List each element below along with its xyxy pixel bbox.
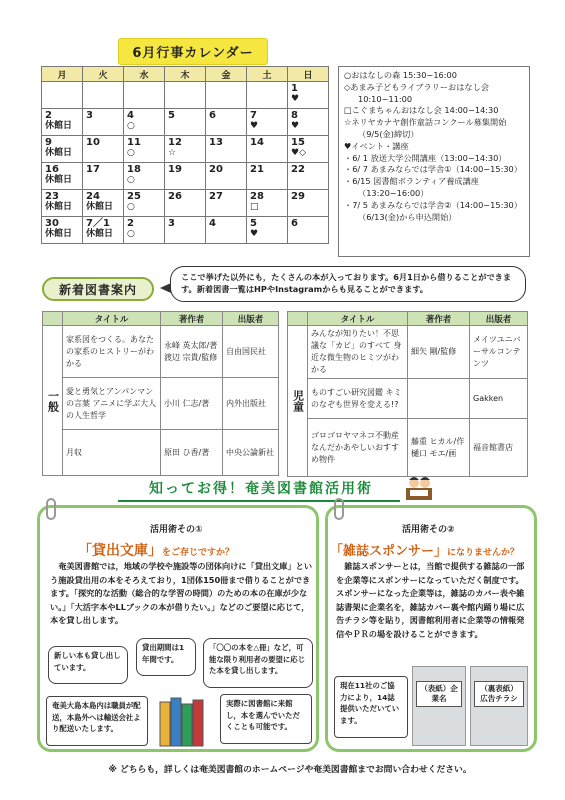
book-title: みんなが知りたい！不思議な「カビ」のすべて 身近な微生物のヒミツがわかる <box>308 326 408 379</box>
calendar-day <box>206 163 247 190</box>
day-mark: 休館日 <box>45 121 73 131</box>
calendar-day <box>42 217 83 244</box>
bubble-requests: 「〇〇の本を△冊」など，可能な限り利用者の要望に応じた本を貸し出します。 <box>203 638 313 688</box>
day-number: 5 <box>250 218 257 229</box>
tip1-heading-main: 「貸出文庫」 <box>78 543 162 559</box>
magazine-front-photo <box>412 666 466 746</box>
day-number: 21 <box>250 164 264 175</box>
day-mark: ○ <box>127 148 135 158</box>
tip-panel-magazine-sponsor <box>325 505 537 752</box>
book-publisher: 中央公論新社 <box>223 430 279 476</box>
calendar-day <box>124 217 165 244</box>
calendar-day <box>165 82 206 109</box>
calendar-day <box>206 136 247 163</box>
day-mark: ○ <box>127 229 135 239</box>
children-books-table <box>287 311 528 477</box>
book-title: 愛と勇気とアンパンマンの言葉 アニメに学ぶ大人の人生哲学 <box>63 378 161 430</box>
day-number: 15 <box>291 137 305 148</box>
calendar-week <box>42 82 329 109</box>
calendar-day <box>288 163 329 190</box>
calendar-day <box>42 190 83 217</box>
book-publisher: メイツユニバーサルコンテンツ <box>470 326 528 379</box>
calendar-day <box>124 82 165 109</box>
bubble-visit: 実際に図書館に来館し，本を選んでいただくことも可能です。 <box>220 694 312 744</box>
calendar-week <box>42 163 329 190</box>
book-title: ゴロゴロヤマネコ不動産 なんだかあやしいおすすめ物件 <box>308 419 408 477</box>
new-books-title: 新着図書案内 <box>42 277 154 301</box>
day-number: 3 <box>168 218 175 229</box>
calendar-day <box>288 190 329 217</box>
calendar-day <box>206 82 247 109</box>
calendar-day <box>206 109 247 136</box>
day-number: 29 <box>291 191 305 202</box>
books-illustration <box>158 694 214 748</box>
calendar-day <box>165 109 206 136</box>
calendar-day <box>247 109 288 136</box>
day-number: 2 <box>127 218 134 229</box>
calendar-day <box>124 136 165 163</box>
category-label: 一般 <box>43 326 63 476</box>
book-author: 細矢 剛/監修 <box>408 326 470 379</box>
day-number: 4 <box>127 110 134 121</box>
day-mark: ○ <box>127 121 135 131</box>
legend-item: ◇あまみ子どもライブラリーおはなし会 <box>344 81 489 92</box>
day-number: 9 <box>45 137 52 148</box>
day-mark: 休館日 <box>45 175 73 185</box>
day-mark: ☆ <box>168 148 177 158</box>
legend-item: ♥イベント・講座 <box>344 140 409 151</box>
legend-item: 10:10−11:00 <box>358 93 413 104</box>
day-number: 3 <box>86 110 93 121</box>
book-publisher: Gakken <box>470 379 528 419</box>
book-title: ものすごい研究図鑑 キミのなぞも世界を変える!? <box>308 379 408 419</box>
day-number: 24 <box>86 191 100 202</box>
day-mark: 休館日 <box>45 148 73 158</box>
day-number: 8 <box>291 110 298 121</box>
weekday-header: 水 <box>124 67 165 82</box>
calendar-day <box>124 163 165 190</box>
weekday-header: 月 <box>42 67 83 82</box>
calendar-week <box>42 190 329 217</box>
weekday-header: 土 <box>247 67 288 82</box>
bubble-period: 貸出期間は1年間です。 <box>136 638 196 676</box>
book-row <box>288 326 528 379</box>
calendar-day <box>247 136 288 163</box>
calendar-day <box>288 217 329 244</box>
day-number: 11 <box>127 137 141 148</box>
book-title: 月収 <box>63 430 161 476</box>
weekday-header: 日 <box>288 67 329 82</box>
magazine-back-photo <box>470 666 528 746</box>
book-publisher: 内外出版社 <box>223 378 279 430</box>
tip2-heading-main: 「雑誌スポンサー」 <box>330 544 448 559</box>
day-mark: 休館日 <box>45 229 73 239</box>
front-label: （表紙）企業名 <box>416 681 462 707</box>
calendar-day <box>83 217 124 244</box>
col-publisher: 出版者 <box>470 312 528 326</box>
day-number: 19 <box>168 164 182 175</box>
day-number: 25 <box>127 191 141 202</box>
tip1-heading <box>78 540 234 560</box>
calendar-day <box>247 163 288 190</box>
day-mark: ○ <box>127 175 135 185</box>
legend-item: ・6/15 図書館ボランティア養成講座 <box>344 176 479 187</box>
day-mark: 休館日 <box>86 229 114 239</box>
calendar-day <box>83 190 124 217</box>
day-mark: ♥ <box>250 229 259 239</box>
legend-item: ・6/ 1 放送大学公開講座（13:00−14:30） <box>344 152 507 163</box>
calendar-week <box>42 217 329 244</box>
day-number: 6 <box>209 110 216 121</box>
bubble-new-books: 新しい本も貸し出しています。 <box>48 646 128 684</box>
day-number: 27 <box>209 191 223 202</box>
book-author: 藤重 ヒカル/作 樋口 モエ/画 <box>408 419 470 477</box>
day-mark: ♥◇ <box>291 148 306 158</box>
calendar-day <box>83 109 124 136</box>
day-number: 26 <box>168 191 182 202</box>
weekday-header: 金 <box>206 67 247 82</box>
day-number: 13 <box>209 137 223 148</box>
day-number: 16 <box>45 164 59 175</box>
day-number: 7／1 <box>86 218 110 229</box>
bubble-sponsors: 現在11社のご協力により，14誌提供いただいています。 <box>334 676 408 738</box>
day-number: 18 <box>127 164 141 175</box>
legend-item: ・7/ 5 あまみならでは学舎②（14:00−15:30） <box>344 199 522 210</box>
col-author: 著作者 <box>161 312 223 326</box>
calendar-day <box>165 163 206 190</box>
tip2-label: 活用術その② <box>402 525 455 535</box>
day-number: 22 <box>291 164 305 175</box>
book-author <box>408 379 470 419</box>
legend-item: （13:20−16:00） <box>358 187 429 198</box>
tip1-heading-sub: をご存じですか？ <box>162 548 235 558</box>
day-mark: □ <box>250 202 259 212</box>
col-author: 著作者 <box>408 312 470 326</box>
calendar-day <box>124 190 165 217</box>
day-number: 23 <box>45 191 59 202</box>
day-number: 7 <box>250 110 257 121</box>
tip-panel-lending-library <box>37 505 319 752</box>
calendar-day <box>206 217 247 244</box>
day-number: 12 <box>168 137 182 148</box>
calendar-day <box>165 190 206 217</box>
calendar-day <box>247 82 288 109</box>
legend-item: ☆ネリヤカナヤ創作童話コンクール募集開始 <box>344 117 507 128</box>
weekday-header: 火 <box>83 67 124 82</box>
legend-item: □こぐまちゃんおはなし会 14:00−14:30 <box>344 105 499 116</box>
calendar-legend <box>338 66 530 257</box>
calendar-day <box>247 217 288 244</box>
col-title: タイトル <box>63 312 161 326</box>
col-publisher: 出版者 <box>223 312 279 326</box>
tip1-body: 奄美図書館では，地域の学校や施設等の団体向けに「貸出文庫」という施設貸出用の本をそろえており，1団体150冊まで借りることができます。「探究的な活動（総合的な学習の時間）のための本の在庫が少ない。」「大活字本やLLブックの本が借りたい。」などのご要望に応じて，本を貸し出します。 <box>50 561 313 626</box>
day-mark: ○ <box>127 202 135 212</box>
calendar-week <box>42 136 329 163</box>
book-row <box>43 326 279 378</box>
calendar-day <box>288 82 329 109</box>
calendar-day <box>42 109 83 136</box>
day-mark: ♥ <box>291 94 300 104</box>
day-number: 30 <box>45 218 59 229</box>
calendar-day <box>42 136 83 163</box>
book-author: 小川 仁志/著 <box>161 378 223 430</box>
book-title: 家系図をつくる。あなたの家系のヒストリーがわかる <box>63 326 161 378</box>
calendar-day <box>83 136 124 163</box>
back-label: （裏表紙）広告チラシ <box>474 681 524 707</box>
calendar-week <box>42 109 329 136</box>
legend-item: ○おはなしの森 15:30−16:00 <box>344 70 457 80</box>
calendar-day <box>247 190 288 217</box>
tips-title: 知ってお得！奄美図書館活用術 <box>149 481 373 497</box>
book-publisher: 福音館書店 <box>470 419 528 477</box>
day-mark: ♥ <box>291 121 300 131</box>
tip2-body: 雑誌スポンサーとは，当館で提供する雑誌の一部を企業等にスポンサーになっていただく制度です。スポンサーになった企業等は，雑誌のカバー表や雑誌書架に企業名を，雑誌カバー裏や館内踊り場に広告チラシ等を貼り，図書館利用者に企業等の情報発信やＰＲの場を設けることができます。 <box>336 561 525 639</box>
day-number: 2 <box>45 110 52 121</box>
general-books-table <box>42 311 279 476</box>
calendar-day <box>42 163 83 190</box>
calendar-day <box>83 82 124 109</box>
calendar-day <box>42 82 83 109</box>
book-author: 原田 ひ香/著 <box>161 430 223 476</box>
legend-item: ・6/ 7 あまみならでは学舎①（14:00−15:30） <box>344 164 522 175</box>
day-number: 28 <box>250 191 264 202</box>
calendar-day <box>83 163 124 190</box>
calendar-title: 6月行事カレンダー <box>118 38 268 65</box>
col-title: タイトル <box>308 312 408 326</box>
day-number: 10 <box>86 137 100 148</box>
day-mark: 休館日 <box>45 202 73 212</box>
book-row <box>43 430 279 476</box>
day-number: 4 <box>209 218 216 229</box>
day-number: 20 <box>209 164 223 175</box>
tip2-heading <box>330 540 519 559</box>
calendar-day <box>288 136 329 163</box>
book-author: 永峰 英太郎/著 渡辺 宗貴/監修 <box>161 326 223 378</box>
footer-note: ※ どちらも，詳しくは奄美図書館のホームページや奄美図書館までお問い合わせください。 <box>108 765 472 775</box>
day-number: 17 <box>86 164 100 175</box>
tip1-label: 活用術その① <box>150 525 203 535</box>
day-number: 1 <box>291 83 298 94</box>
day-mark: ♥ <box>250 121 259 131</box>
book-row <box>288 419 528 477</box>
legend-item: （9/5(金)締切） <box>358 128 419 139</box>
calendar-day <box>124 109 165 136</box>
book-row <box>43 378 279 430</box>
divider <box>118 500 400 502</box>
day-number: 14 <box>250 137 264 148</box>
day-number: 5 <box>168 110 175 121</box>
day-mark: 休館日 <box>86 202 114 212</box>
category-label: 児童 <box>288 326 308 477</box>
paperclip-icon <box>46 498 56 520</box>
tip2-heading-sub: になりませんか？ <box>447 548 520 558</box>
reading-children-illustration <box>404 474 434 502</box>
calendar-day <box>165 136 206 163</box>
weekday-header: 木 <box>165 67 206 82</box>
event-calendar <box>41 66 329 244</box>
book-publisher: 自由国民社 <box>223 326 279 378</box>
calendar-day <box>206 190 247 217</box>
book-row <box>288 379 528 419</box>
paperclip-icon <box>334 498 344 520</box>
calendar-day <box>288 109 329 136</box>
new-books-note: ここで挙げた以外にも，たくさんの本が入っております。6月1日から借りることができます。新着図書一覧はHPやInstagramからも見ることができます。 <box>170 266 526 302</box>
bubble-delivery: 奄美大島本島内は職員が配送，本島外へは輸送会社より配送いたします。 <box>46 696 148 746</box>
legend-item: （6/13(金)から申込開始） <box>358 211 457 222</box>
calendar-day <box>165 217 206 244</box>
day-number: 6 <box>291 218 298 229</box>
